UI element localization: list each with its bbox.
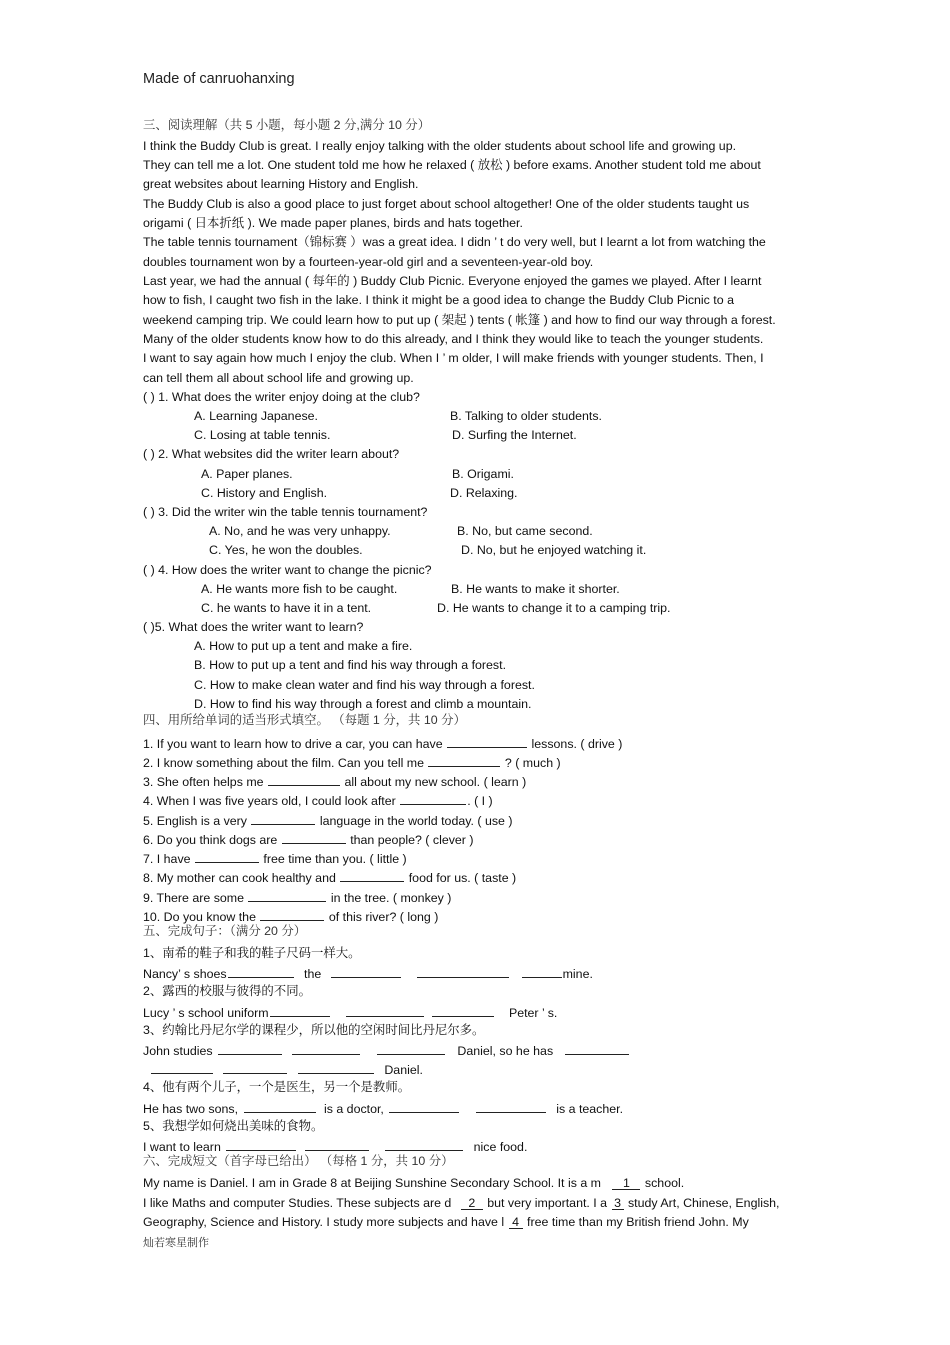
word-form-item: 6. Do you think dogs are than people? ( clever ) — [143, 833, 474, 847]
passage-line: can tell them all about school life and growing up. — [143, 371, 414, 385]
answer-blank[interactable] — [244, 1100, 316, 1113]
question-stem: ( ) 4. How does the writer want to change the picnic? — [143, 563, 432, 577]
answer-blank[interactable] — [292, 1042, 360, 1055]
chinese-prompt: 1、南希的鞋子和我的鞋子尺码一样大。 — [143, 946, 361, 960]
option-c: C. How to make clean water and find his way through a forest. — [194, 678, 535, 692]
answer-blank[interactable] — [226, 1138, 296, 1151]
option-c: C. Losing at table tennis. — [194, 428, 331, 442]
passage-line: The Buddy Club is also a good place to just forget about school altogether! One of the older students taught us — [143, 197, 750, 211]
option-c: C. History and English. — [201, 486, 328, 500]
word-form-item: 9. There are some in the tree. ( monkey ) — [143, 891, 452, 905]
option-a: A. How to put up a tent and make a fire. — [194, 639, 413, 653]
option-b: B. He wants to make it shorter. — [451, 582, 620, 596]
chinese-prompt: 4、他有两个儿子，一个是医生，另一个是教师。 — [143, 1080, 411, 1094]
word-form-item: 1. If you want to learn how to drive a car, you can have lessons. ( drive ) — [143, 737, 623, 751]
answer-blank[interactable] — [346, 1004, 424, 1017]
option-a: A. No, and he was very unhappy. — [209, 524, 391, 538]
answer-blank[interactable] — [248, 889, 326, 902]
reading-section-title: 三、阅读理解（共 5 小题，每小题 2 分,满分 10 分） — [143, 118, 431, 132]
option-a: A. Paper planes. — [201, 467, 293, 481]
passage-line: doubles tournament won by a fourteen-year-old girl and a seventeen-year-old boy. — [143, 255, 594, 269]
answer-blank[interactable] — [298, 1061, 374, 1074]
option-b: B. Origami. — [452, 467, 514, 481]
answer-blank[interactable] — [331, 965, 401, 978]
option-a: A. Learning Japanese. — [194, 409, 318, 423]
answer-blank[interactable] — [377, 1042, 445, 1055]
cloze-line: My name is Daniel. I am in Grade 8 at Beijing Sunshine Secondary School. It is a m 1 school. — [143, 1176, 685, 1190]
passage-line: I think the Buddy Club is great. I really enjoy talking with the older students about school life and growing up. — [143, 139, 737, 153]
option-d: D. How to find his way through a forest and climb a mountain. — [194, 697, 532, 711]
page-header: Made of canruohanxing — [143, 71, 295, 87]
answer-blank[interactable] — [389, 1100, 459, 1113]
answer-blank[interactable] — [340, 869, 404, 882]
answer-blank[interactable] — [151, 1061, 213, 1074]
passage-line: I want to say again how much I enjoy the club. When I ’ m older, I will make friends with younger students. Then, I — [143, 351, 764, 365]
answer-blank[interactable] — [447, 735, 527, 748]
option-a: A. He wants more fish to be caught. — [201, 582, 398, 596]
cloze-blank-2[interactable]: 2 — [461, 1197, 483, 1210]
option-c: C. Yes, he won the doubles. — [209, 543, 363, 557]
word-forms-section-title: 四、用所给单词的适当形式填空。 （每题 1 分，共 10 分） — [143, 713, 466, 727]
question-stem: ( ) 2. What websites did the writer learn about? — [143, 447, 400, 461]
answer-blank[interactable] — [270, 1004, 330, 1017]
option-b: B. No, but came second. — [457, 524, 593, 538]
sentence-line: Nancy’ s shoes the mine. — [143, 967, 593, 981]
cloze-line: Geography, Science and History. I study more subjects and have l 4 free time than my British friend John. My — [143, 1215, 749, 1229]
cloze-section-title: 六、完成短文（首字母已给出） （每格 1 分，共 10 分） — [143, 1154, 454, 1168]
question-stem: ( )5. What does the writer want to learn? — [143, 620, 364, 634]
cloze-line: I like Maths and computer Studies. These subjects are d 2 but very important. I a 3 study Art, Chinese, English, — [143, 1196, 780, 1210]
passage-line: The table tennis tournament（锦标赛 ）was a great idea. I didn ’ t do very well, but I learnt a lot from watching the — [143, 235, 766, 249]
sentence-line: He has two sons, is a doctor, is a teacher. — [143, 1102, 624, 1116]
passage-line: weekend camping trip. We could learn how to put up ( 架起 ) tents ( 帐篷 ) and how to find our way through a forest. — [143, 313, 776, 327]
question-stem: ( ) 3. Did the writer win the table tennis tournament? — [143, 505, 428, 519]
option-d: D. No, but he enjoyed watching it. — [461, 543, 647, 557]
answer-blank[interactable] — [260, 908, 324, 921]
page-footer: 灿若寒星制作 — [143, 1237, 209, 1249]
option-b: B. Talking to older students. — [450, 409, 602, 423]
word-form-item: 3. She often helps me all about my new school. ( learn ) — [143, 775, 527, 789]
cloze-blank-3[interactable]: 3 — [612, 1197, 624, 1210]
passage-line: They can tell me a lot. One student told me how he relaxed ( 放松 ) before exams. Another student told me about — [143, 158, 761, 172]
word-form-item: 10. Do you know the of this river? ( long ) — [143, 910, 439, 924]
answer-blank[interactable] — [223, 1061, 287, 1074]
word-form-item: 8. My mother can cook healthy and food for us. ( taste ) — [143, 871, 517, 885]
word-form-item: 2. I know something about the film. Can you tell me ? ( much ) — [143, 756, 561, 770]
sentence-line: John studies Daniel, so he has — [143, 1042, 630, 1059]
answer-blank[interactable] — [417, 965, 509, 978]
passage-line: how to fish, I caught two fish in the lake. I think it might be a good idea to change the Buddy Club Picnic to a — [143, 293, 734, 307]
passage-line: Last year, we had the annual ( 每年的 ) Buddy Club Picnic. Everyone enjoyed the games we played. After I learnt — [143, 274, 762, 288]
answer-blank[interactable] — [428, 754, 500, 767]
chinese-prompt: 5、我想学如何烧出美味的食物。 — [143, 1119, 324, 1133]
sentence-line-continued: Daniel. — [150, 1061, 423, 1078]
answer-blank[interactable] — [251, 812, 315, 825]
question-stem: ( ) 1. What does the writer enjoy doing at the club? — [143, 390, 420, 404]
answer-blank[interactable] — [476, 1100, 546, 1113]
answer-blank[interactable] — [218, 1042, 282, 1055]
answer-blank[interactable] — [432, 1004, 494, 1017]
passage-line: origami ( 日本折纸 ). We made paper planes, birds and hats together. — [143, 216, 523, 230]
passage-line: Many of the older students know how to do this already, and I think they would like to teach the younger students. — [143, 332, 764, 346]
sentences-section-title: 五、完成句子：（满分 20 分） — [143, 924, 307, 938]
answer-blank[interactable] — [400, 792, 466, 805]
option-d: D. Surfing the Internet. — [452, 428, 577, 442]
option-d: D. He wants to change it to a camping trip. — [437, 601, 671, 615]
sentence-line: I want to learn nice food. — [143, 1140, 528, 1154]
word-form-item: 5. English is a very language in the world today. ( use ) — [143, 814, 513, 828]
option-d: D. Relaxing. — [450, 486, 518, 500]
answer-blank[interactable] — [195, 850, 259, 863]
answer-blank[interactable] — [305, 1138, 369, 1151]
answer-blank[interactable] — [385, 1138, 463, 1151]
cloze-blank-4[interactable]: 4 — [509, 1216, 523, 1229]
answer-blank[interactable] — [282, 831, 346, 844]
option-c: C. he wants to have it in a tent. — [201, 601, 372, 615]
sentence-line: Lucy ’ s school uniform Peter ’ s. — [143, 1006, 558, 1020]
chinese-prompt: 2、露西的校服与彼得的不同。 — [143, 984, 311, 998]
passage-line: great websites about learning History and English. — [143, 177, 419, 191]
cloze-blank-1[interactable]: 1 — [612, 1177, 640, 1190]
word-form-item: 7. I have free time than you. ( little ) — [143, 852, 407, 866]
answer-blank[interactable] — [565, 1042, 629, 1055]
word-form-item: 4. When I was five years old, I could look after . ( I ) — [143, 794, 493, 808]
answer-blank[interactable] — [228, 965, 294, 978]
option-b: B. How to put up a tent and find his way through a forest. — [194, 658, 507, 672]
answer-blank[interactable] — [268, 773, 340, 786]
chinese-prompt: 3、约翰比丹尼尔学的课程少，所以他的空闲时间比丹尼尔多。 — [143, 1023, 485, 1037]
answer-blank[interactable] — [522, 965, 562, 978]
